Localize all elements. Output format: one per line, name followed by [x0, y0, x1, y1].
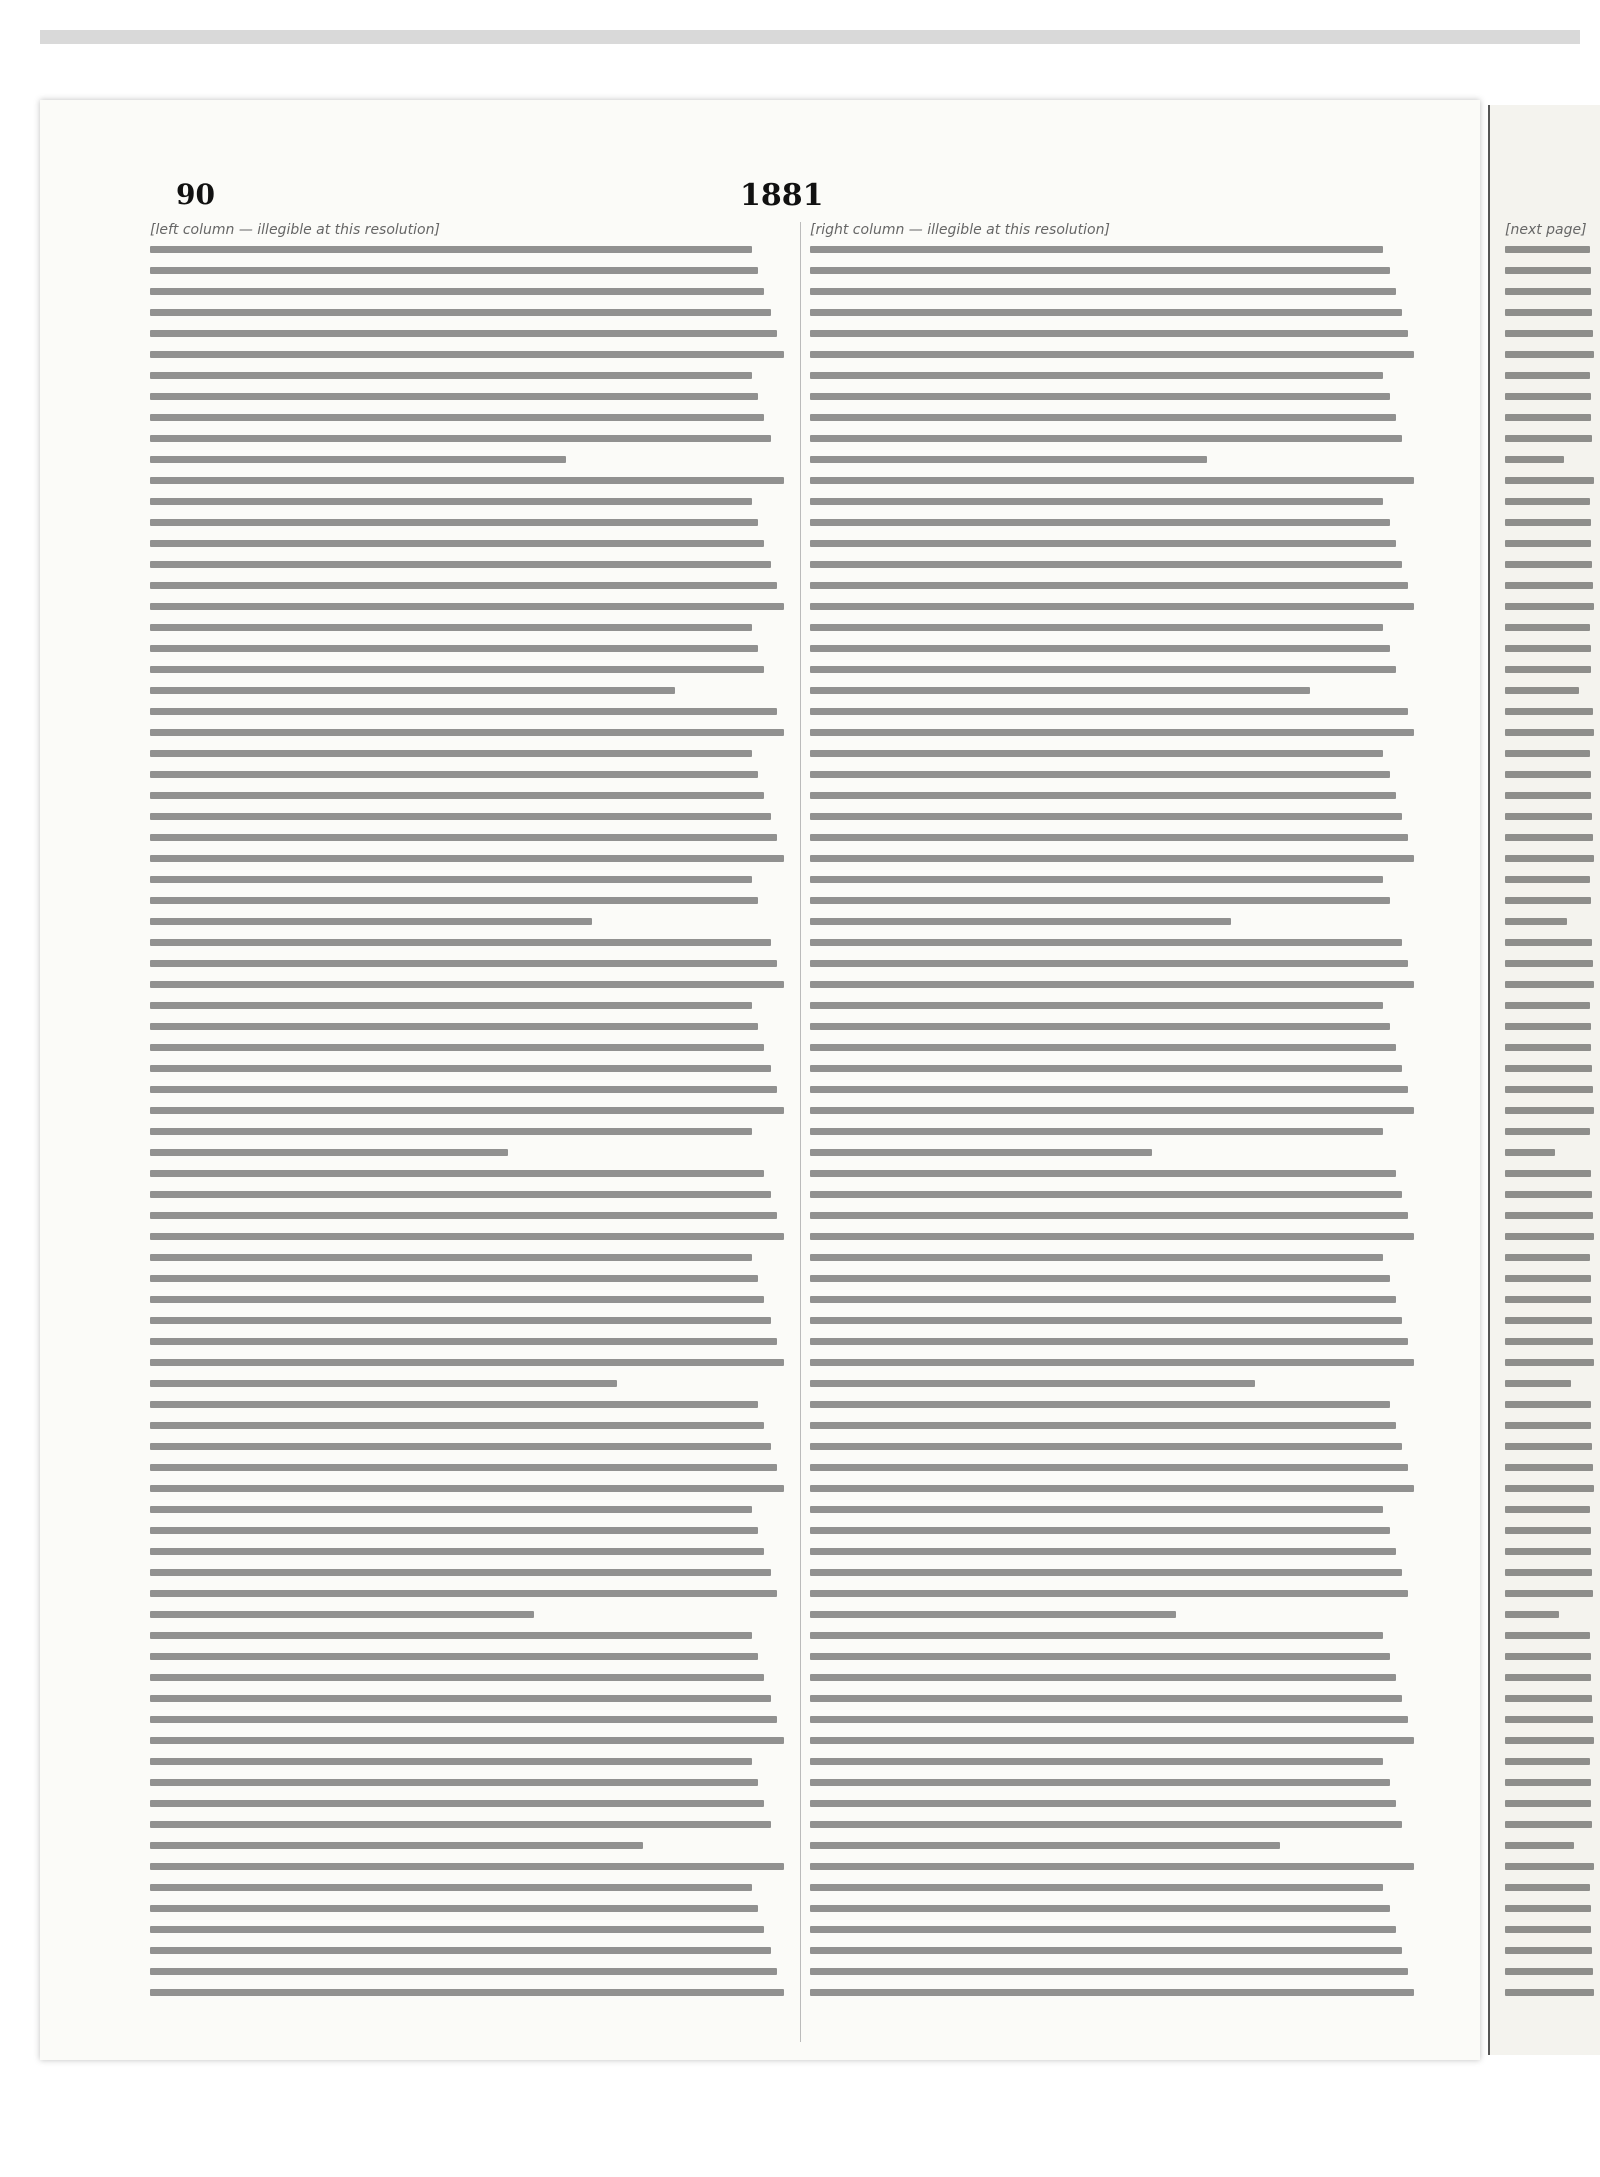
- right-column-label: [right column — illegible at this resolution]: [810, 222, 1110, 238]
- right-text-line: [810, 1128, 1383, 1135]
- right-text-line: [810, 981, 1414, 988]
- left-text-line: [150, 750, 752, 757]
- edge-text-line: [1505, 1380, 1571, 1387]
- edge-text-line: [1505, 1191, 1592, 1198]
- left-text-line: [150, 960, 777, 967]
- edge-text-line: [1505, 1548, 1591, 1555]
- edge-text-line: [1505, 1107, 1594, 1114]
- left-text-line: [150, 414, 764, 421]
- right-text-line: [810, 1737, 1414, 1744]
- left-text-line: [150, 1968, 777, 1975]
- left-text-line: [150, 1002, 752, 1009]
- left-text-line: [150, 1590, 777, 1597]
- right-text-line: [810, 1527, 1390, 1534]
- right-text-line: [810, 729, 1414, 736]
- right-text-line: [810, 1674, 1396, 1681]
- left-text-line: [150, 1359, 784, 1366]
- edge-text-line: [1505, 1044, 1591, 1051]
- right-text-line: [810, 1170, 1396, 1177]
- right-text-line: [810, 540, 1396, 547]
- left-text-line: [150, 1611, 534, 1618]
- edge-text-line: [1505, 666, 1591, 673]
- right-text-line: [810, 351, 1414, 358]
- left-column-label: [left column — illegible at this resolution]: [150, 222, 440, 238]
- right-text-line: [810, 456, 1207, 463]
- left-text-line: [150, 876, 752, 883]
- edge-text-line: [1505, 1800, 1591, 1807]
- edge-text-line: [1505, 1527, 1591, 1534]
- right-text-line: [810, 1107, 1414, 1114]
- left-text-line: [150, 309, 771, 316]
- edge-text-line: [1505, 414, 1591, 421]
- right-text-line: [810, 1569, 1402, 1576]
- right-text-line: [810, 939, 1402, 946]
- right-text-line: [810, 1275, 1390, 1282]
- right-text-line: [810, 1149, 1152, 1156]
- left-text-line: [150, 582, 777, 589]
- left-text-line: [150, 246, 752, 253]
- right-text-line: [810, 708, 1408, 715]
- right-text-line: [810, 1044, 1396, 1051]
- right-text-line: [810, 1632, 1383, 1639]
- right-text-line: [810, 1254, 1383, 1261]
- left-text-line: [150, 351, 784, 358]
- left-text-line: [150, 1947, 771, 1954]
- right-text-line: [810, 561, 1402, 568]
- edge-text-line: [1505, 246, 1590, 253]
- next-page-text-column: [1505, 222, 1595, 2042]
- left-text-line: [150, 1569, 771, 1576]
- edge-text-line: [1505, 288, 1591, 295]
- right-text-line: [810, 1485, 1414, 1492]
- right-text-line: [810, 582, 1408, 589]
- left-text-line: [150, 1254, 752, 1261]
- left-text-line: [150, 498, 752, 505]
- left-text-line: [150, 1065, 771, 1072]
- right-text-line: [810, 1548, 1396, 1555]
- right-text-line: [810, 813, 1402, 820]
- left-text-line: [150, 1800, 764, 1807]
- left-text-line: [150, 1548, 764, 1555]
- left-text-line: [150, 267, 758, 274]
- edge-text-line: [1505, 1695, 1592, 1702]
- edge-text-line: [1505, 624, 1590, 631]
- edge-text-line: [1505, 897, 1591, 904]
- edge-text-line: [1505, 1947, 1592, 1954]
- edge-text-line: [1505, 1968, 1593, 1975]
- left-text-line: [150, 1695, 771, 1702]
- left-text-line: [150, 981, 784, 988]
- left-text-line: [150, 1170, 764, 1177]
- left-text-line: [150, 645, 758, 652]
- edge-text-line: [1505, 1443, 1592, 1450]
- right-text-line: [810, 687, 1310, 694]
- edge-text-line: [1505, 1485, 1594, 1492]
- right-text-line: [810, 666, 1396, 673]
- right-text-lines: [810, 246, 1420, 1996]
- right-text-line: [810, 1023, 1390, 1030]
- left-text-line: [150, 1653, 758, 1660]
- right-text-line: [810, 1695, 1402, 1702]
- right-text-line: [810, 918, 1231, 925]
- left-text-line: [150, 813, 771, 820]
- page-year-heading: 1881: [740, 178, 824, 213]
- edge-text-line: [1505, 1023, 1591, 1030]
- right-text-line: [810, 1800, 1396, 1807]
- left-text-line: [150, 288, 764, 295]
- left-text-line: [150, 1779, 758, 1786]
- left-text-line: [150, 1821, 771, 1828]
- left-text-line: [150, 1926, 764, 1933]
- right-text-line: [810, 960, 1408, 967]
- left-text-line: [150, 1842, 643, 1849]
- left-text-line: [150, 1317, 771, 1324]
- edge-text-line: [1505, 1632, 1590, 1639]
- edge-text-line: [1505, 813, 1592, 820]
- right-text-line: [810, 1842, 1280, 1849]
- edge-text-line: [1505, 1737, 1594, 1744]
- edge-text-line: [1505, 1569, 1592, 1576]
- right-text-line: [810, 1338, 1408, 1345]
- right-text-line: [810, 288, 1396, 295]
- right-text-line: [810, 1758, 1383, 1765]
- right-text-line: [810, 1779, 1390, 1786]
- left-text-line: [150, 1233, 784, 1240]
- right-text-line: [810, 855, 1414, 862]
- edge-text-line: [1505, 729, 1594, 736]
- left-text-line: [150, 1338, 777, 1345]
- left-text-column: [150, 222, 790, 2042]
- edge-text-line: [1505, 687, 1579, 694]
- left-text-line: [150, 918, 592, 925]
- edge-text-line: [1505, 792, 1591, 799]
- left-text-line: [150, 603, 784, 610]
- left-text-line: [150, 1401, 758, 1408]
- edge-text-line: [1505, 1884, 1590, 1891]
- edge-text-line: [1505, 771, 1591, 778]
- left-text-line: [150, 1212, 777, 1219]
- edge-text-line: [1505, 267, 1591, 274]
- edge-text-line: [1505, 960, 1593, 967]
- right-text-line: [810, 1464, 1408, 1471]
- edge-text-line: [1505, 1065, 1592, 1072]
- right-text-column: [810, 222, 1420, 2042]
- edge-text-line: [1505, 1989, 1594, 1996]
- right-text-line: [810, 1716, 1408, 1723]
- edge-text-line: [1505, 1926, 1591, 1933]
- left-text-line: [150, 1632, 752, 1639]
- column-divider: [800, 222, 801, 2042]
- right-text-line: [810, 1863, 1414, 1870]
- right-text-line: [810, 267, 1390, 274]
- right-text-line: [810, 1296, 1396, 1303]
- left-text-line: [150, 1191, 771, 1198]
- right-text-line: [810, 435, 1402, 442]
- edge-text-line: [1505, 1317, 1592, 1324]
- edge-text-line: [1505, 981, 1594, 988]
- right-text-line: [810, 645, 1390, 652]
- left-text-line: [150, 1023, 758, 1030]
- left-text-line: [150, 855, 784, 862]
- right-text-line: [810, 897, 1390, 904]
- left-text-line: [150, 1128, 752, 1135]
- left-text-line: [150, 1275, 758, 1282]
- edge-text-line: [1505, 477, 1594, 484]
- right-text-line: [810, 393, 1390, 400]
- right-text-line: [810, 771, 1390, 778]
- left-text-line: [150, 1674, 764, 1681]
- right-text-line: [810, 1905, 1390, 1912]
- right-text-line: [810, 498, 1383, 505]
- edge-text-line: [1505, 1758, 1590, 1765]
- right-text-line: [810, 1884, 1383, 1891]
- right-text-line: [810, 1443, 1402, 1450]
- left-text-line: [150, 1716, 777, 1723]
- right-text-line: [810, 1191, 1402, 1198]
- left-text-line: [150, 519, 758, 526]
- edge-text-line: [1505, 1254, 1590, 1261]
- right-text-line: [810, 792, 1396, 799]
- edge-text-line: [1505, 1464, 1593, 1471]
- edge-text-line: [1505, 750, 1590, 757]
- edge-text-line: [1505, 1170, 1591, 1177]
- right-text-line: [810, 1212, 1408, 1219]
- right-text-line: [810, 372, 1383, 379]
- right-text-line: [810, 1821, 1402, 1828]
- left-text-line: [150, 792, 764, 799]
- edge-text-line: [1505, 498, 1590, 505]
- edge-text-line: [1505, 1338, 1593, 1345]
- left-text-line: [150, 1485, 784, 1492]
- left-text-line: [150, 1380, 617, 1387]
- left-text-line: [150, 834, 777, 841]
- left-text-line: [150, 561, 771, 568]
- left-text-line: [150, 1107, 784, 1114]
- edge-text-line: [1505, 876, 1590, 883]
- left-text-line: [150, 1884, 752, 1891]
- edge-text-line: [1505, 435, 1592, 442]
- left-text-line: [150, 1296, 764, 1303]
- right-text-line: [810, 603, 1414, 610]
- right-text-line: [810, 1590, 1408, 1597]
- right-text-line: [810, 750, 1383, 757]
- right-text-line: [810, 477, 1414, 484]
- edge-text-line: [1505, 582, 1593, 589]
- right-text-line: [810, 1359, 1414, 1366]
- left-text-lines: [150, 246, 790, 1996]
- edge-text-line: [1505, 1905, 1591, 1912]
- edge-text-line: [1505, 918, 1567, 925]
- right-text-line: [810, 1506, 1383, 1513]
- edge-text-line: [1505, 1821, 1592, 1828]
- right-text-line: [810, 309, 1402, 316]
- left-text-line: [150, 1422, 764, 1429]
- left-text-line: [150, 1737, 784, 1744]
- right-text-line: [810, 246, 1383, 253]
- edge-text-line: [1505, 1359, 1594, 1366]
- left-text-line: [150, 1443, 771, 1450]
- left-text-line: [150, 624, 752, 631]
- edge-text-line: [1505, 1674, 1591, 1681]
- right-text-line: [810, 876, 1383, 883]
- edge-text-line: [1505, 1653, 1591, 1660]
- left-text-line: [150, 372, 752, 379]
- edge-text-line: [1505, 939, 1592, 946]
- right-text-line: [810, 1422, 1396, 1429]
- page-number: 90: [176, 178, 215, 211]
- right-text-line: [810, 1653, 1390, 1660]
- edge-text-line: [1505, 393, 1591, 400]
- left-text-line: [150, 540, 764, 547]
- left-text-line: [150, 771, 758, 778]
- right-text-line: [810, 1002, 1383, 1009]
- edge-text-line: [1505, 1506, 1590, 1513]
- edge-text-line: [1505, 834, 1593, 841]
- edge-text-line: [1505, 1611, 1559, 1618]
- right-text-line: [810, 1233, 1414, 1240]
- left-text-line: [150, 330, 777, 337]
- left-text-line: [150, 708, 777, 715]
- left-text-line: [150, 393, 758, 400]
- left-text-line: [150, 456, 566, 463]
- left-text-line: [150, 729, 784, 736]
- right-text-line: [810, 1380, 1255, 1387]
- left-text-line: [150, 1989, 784, 1996]
- edge-text-lines: [1505, 246, 1595, 1996]
- left-text-line: [150, 939, 771, 946]
- edge-text-line: [1505, 1233, 1594, 1240]
- left-text-line: [150, 1464, 777, 1471]
- edge-text-line: [1505, 309, 1592, 316]
- edge-text-line: [1505, 1842, 1574, 1849]
- right-text-line: [810, 624, 1383, 631]
- right-text-line: [810, 1947, 1402, 1954]
- right-text-line: [810, 1611, 1176, 1618]
- edge-column-label: [next page]: [1505, 222, 1587, 238]
- edge-text-line: [1505, 855, 1594, 862]
- edge-text-line: [1505, 1296, 1591, 1303]
- edge-text-line: [1505, 351, 1594, 358]
- right-text-line: [810, 1317, 1402, 1324]
- edge-text-line: [1505, 1779, 1591, 1786]
- edge-text-line: [1505, 1590, 1593, 1597]
- left-text-line: [150, 1863, 784, 1870]
- edge-text-line: [1505, 1275, 1591, 1282]
- edge-text-line: [1505, 1422, 1591, 1429]
- left-text-line: [150, 1905, 758, 1912]
- edge-text-line: [1505, 1716, 1593, 1723]
- edge-text-line: [1505, 330, 1593, 337]
- edge-text-line: [1505, 1002, 1590, 1009]
- left-text-line: [150, 435, 771, 442]
- edge-text-line: [1505, 1212, 1593, 1219]
- right-text-line: [810, 1065, 1402, 1072]
- edge-text-line: [1505, 1128, 1590, 1135]
- edge-text-line: [1505, 645, 1591, 652]
- left-text-line: [150, 687, 675, 694]
- left-text-line: [150, 1086, 777, 1093]
- right-text-line: [810, 834, 1408, 841]
- right-text-line: [810, 1401, 1390, 1408]
- right-text-line: [810, 1989, 1414, 1996]
- right-text-line: [810, 519, 1390, 526]
- edge-text-line: [1505, 1863, 1594, 1870]
- left-text-line: [150, 477, 784, 484]
- edge-text-line: [1505, 603, 1594, 610]
- edge-text-line: [1505, 519, 1591, 526]
- left-text-line: [150, 1506, 752, 1513]
- left-text-line: [150, 1758, 752, 1765]
- left-text-line: [150, 897, 758, 904]
- left-text-line: [150, 1044, 764, 1051]
- right-text-line: [810, 1086, 1408, 1093]
- right-text-line: [810, 414, 1396, 421]
- edge-text-line: [1505, 372, 1590, 379]
- edge-text-line: [1505, 708, 1593, 715]
- left-text-line: [150, 1527, 758, 1534]
- edge-text-line: [1505, 540, 1591, 547]
- left-text-line: [150, 666, 764, 673]
- edge-text-line: [1505, 1086, 1593, 1093]
- edge-text-line: [1505, 561, 1592, 568]
- right-text-line: [810, 330, 1408, 337]
- right-text-line: [810, 1968, 1408, 1975]
- edge-text-line: [1505, 1149, 1555, 1156]
- left-text-line: [150, 1149, 508, 1156]
- scan-border: [40, 30, 1580, 44]
- right-text-line: [810, 1926, 1396, 1933]
- edge-text-line: [1505, 1401, 1591, 1408]
- edge-text-line: [1505, 456, 1564, 463]
